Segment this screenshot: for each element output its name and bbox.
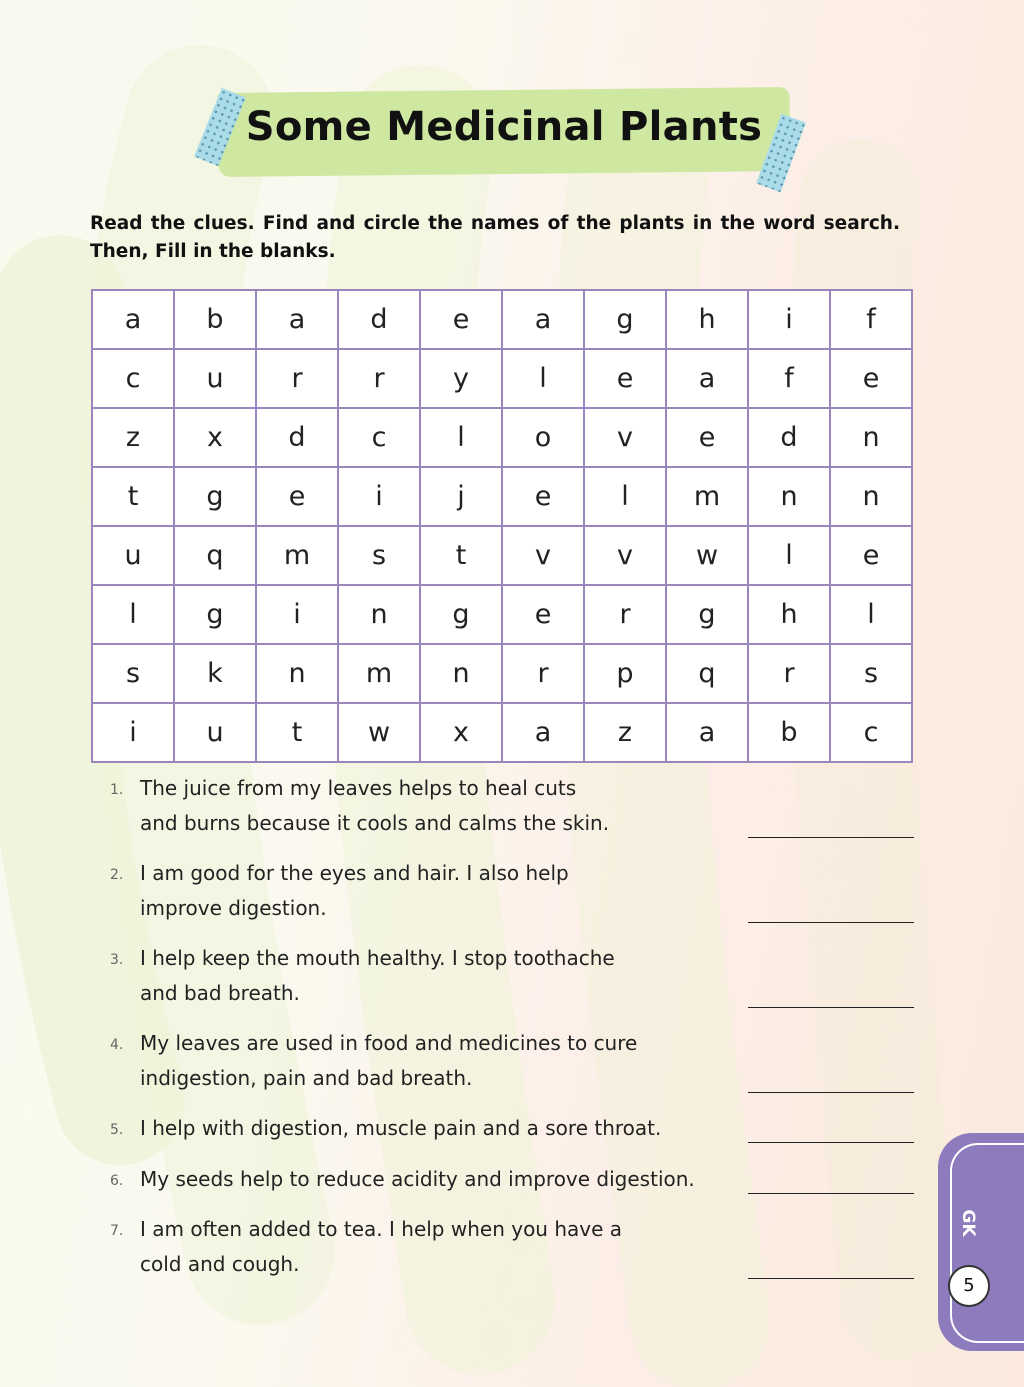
grid-cell[interactable]: i: [256, 585, 338, 644]
grid-cell[interactable]: s: [92, 644, 174, 703]
grid-cell[interactable]: h: [748, 585, 830, 644]
grid-cell[interactable]: f: [830, 290, 912, 349]
grid-cell[interactable]: a: [502, 290, 584, 349]
grid-cell[interactable]: c: [830, 703, 912, 762]
answer-blank[interactable]: [748, 837, 914, 838]
grid-cell[interactable]: g: [666, 585, 748, 644]
grid-cell[interactable]: g: [174, 585, 256, 644]
grid-cell[interactable]: s: [338, 526, 420, 585]
grid-row: [92, 408, 912, 467]
instructions-text: Read the clues. Find and circle the names of the plants in the word search. Then, Fill in the blanks.: [90, 213, 900, 262]
answer-blank[interactable]: [748, 1092, 914, 1093]
grid-cell[interactable]: t: [92, 467, 174, 526]
grid-cell[interactable]: l: [420, 408, 502, 467]
grid-cell[interactable]: n: [256, 644, 338, 703]
grid-row: [92, 349, 912, 408]
grid-row: [92, 644, 912, 703]
clue-number: 7.: [110, 1223, 124, 1239]
grid-row: [92, 703, 912, 762]
grid-cell[interactable]: n: [748, 467, 830, 526]
clue-text: cold and cough.: [140, 1252, 300, 1276]
grid-cell[interactable]: s: [830, 644, 912, 703]
grid-cell[interactable]: l: [748, 526, 830, 585]
grid-cell[interactable]: f: [748, 349, 830, 408]
grid-row: [92, 526, 912, 585]
grid-cell[interactable]: r: [256, 349, 338, 408]
grid-cell[interactable]: n: [338, 585, 420, 644]
grid-cell[interactable]: n: [420, 644, 502, 703]
grid-cell[interactable]: e: [256, 467, 338, 526]
grid-cell[interactable]: g: [584, 290, 666, 349]
grid-cell[interactable]: u: [174, 703, 256, 762]
grid-cell[interactable]: w: [338, 703, 420, 762]
grid-cell[interactable]: a: [256, 290, 338, 349]
answer-blank[interactable]: [748, 1193, 914, 1194]
grid-cell[interactable]: m: [666, 467, 748, 526]
grid-cell[interactable]: k: [174, 644, 256, 703]
grid-cell[interactable]: g: [174, 467, 256, 526]
clue-text: I am good for the eyes and hair. I also help: [140, 861, 569, 885]
grid-cell[interactable]: e: [830, 349, 912, 408]
grid-cell[interactable]: n: [830, 467, 912, 526]
clue-text: I help keep the mouth healthy. I stop toothache: [140, 946, 615, 970]
grid-cell[interactable]: g: [420, 585, 502, 644]
grid-row: [92, 585, 912, 644]
grid-cell[interactable]: r: [584, 585, 666, 644]
side-tab-label: GK: [958, 1209, 978, 1237]
grid-cell[interactable]: e: [830, 526, 912, 585]
grid-cell[interactable]: c: [92, 349, 174, 408]
grid-cell[interactable]: y: [420, 349, 502, 408]
clue-text: and bad breath.: [140, 981, 300, 1005]
grid-cell[interactable]: r: [502, 644, 584, 703]
grid-cell[interactable]: z: [584, 703, 666, 762]
grid-cell[interactable]: c: [338, 408, 420, 467]
grid-cell[interactable]: h: [666, 290, 748, 349]
page-number: 5: [948, 1265, 990, 1307]
answer-blank[interactable]: [748, 1278, 914, 1279]
grid-cell[interactable]: r: [338, 349, 420, 408]
clue-number: 2.: [110, 867, 124, 883]
grid-row: [92, 467, 912, 526]
grid-cell[interactable]: a: [666, 349, 748, 408]
grid-cell[interactable]: i: [748, 290, 830, 349]
clue-text: The juice from my leaves helps to heal cuts: [140, 776, 577, 800]
grid-cell[interactable]: l: [584, 467, 666, 526]
grid-cell[interactable]: m: [256, 526, 338, 585]
clue-text: and burns because it cools and calms the skin.: [140, 811, 610, 835]
grid-cell[interactable]: l: [830, 585, 912, 644]
grid-cell[interactable]: n: [830, 408, 912, 467]
grid-cell[interactable]: d: [338, 290, 420, 349]
clue-number: 1.: [110, 782, 124, 798]
grid-cell[interactable]: e: [584, 349, 666, 408]
grid-cell[interactable]: a: [666, 703, 748, 762]
grid-cell[interactable]: v: [502, 526, 584, 585]
grid-cell[interactable]: p: [584, 644, 666, 703]
grid-cell[interactable]: i: [338, 467, 420, 526]
grid-cell[interactable]: e: [502, 467, 584, 526]
grid-cell[interactable]: j: [420, 467, 502, 526]
grid-cell[interactable]: r: [748, 644, 830, 703]
grid-cell[interactable]: x: [174, 408, 256, 467]
grid-cell[interactable]: l: [502, 349, 584, 408]
answer-blank[interactable]: [748, 1142, 914, 1143]
grid-cell[interactable]: l: [92, 585, 174, 644]
grid-cell[interactable]: b: [748, 703, 830, 762]
clue-text: improve digestion.: [140, 896, 327, 920]
grid-cell[interactable]: q: [666, 644, 748, 703]
clue-text: My leaves are used in food and medicines to cure: [140, 1031, 638, 1055]
grid-cell[interactable]: z: [92, 408, 174, 467]
clue-number: 3.: [110, 952, 124, 968]
grid-cell[interactable]: e: [666, 408, 748, 467]
clue-number: 5.: [110, 1122, 124, 1138]
grid-cell[interactable]: d: [748, 408, 830, 467]
grid-cell[interactable]: b: [174, 290, 256, 349]
clue-text: My seeds help to reduce acidity and improve digestion.: [140, 1167, 695, 1191]
answer-blank[interactable]: [748, 922, 914, 923]
grid-cell[interactable]: x: [420, 703, 502, 762]
grid-cell[interactable]: a: [502, 703, 584, 762]
grid-cell[interactable]: t: [420, 526, 502, 585]
clue-number: 4.: [110, 1037, 124, 1053]
grid-cell[interactable]: q: [174, 526, 256, 585]
grid-cell[interactable]: i: [92, 703, 174, 762]
grid-cell[interactable]: u: [174, 349, 256, 408]
grid-row: [92, 290, 912, 349]
word-search-grid: [91, 289, 913, 763]
grid-cell[interactable]: t: [256, 703, 338, 762]
grid-cell[interactable]: m: [338, 644, 420, 703]
grid-cell[interactable]: a: [92, 290, 174, 349]
answer-blank[interactable]: [748, 1007, 914, 1008]
grid-cell[interactable]: v: [584, 408, 666, 467]
clue-text: indigestion, pain and bad breath.: [140, 1066, 473, 1090]
grid-cell[interactable]: u: [92, 526, 174, 585]
grid-cell[interactable]: d: [256, 408, 338, 467]
grid-cell[interactable]: e: [420, 290, 502, 349]
page-title: Some Medicinal Plants: [245, 104, 763, 150]
grid-cell[interactable]: v: [584, 526, 666, 585]
grid-cell[interactable]: o: [502, 408, 584, 467]
grid-cell[interactable]: e: [502, 585, 584, 644]
clue-text: I am often added to tea. I help when you have a: [140, 1217, 623, 1241]
side-tab: [938, 1133, 1024, 1351]
clue-number: 6.: [110, 1173, 124, 1189]
clue-text: I help with digestion, muscle pain and a sore throat.: [140, 1116, 662, 1140]
grid-cell[interactable]: w: [666, 526, 748, 585]
